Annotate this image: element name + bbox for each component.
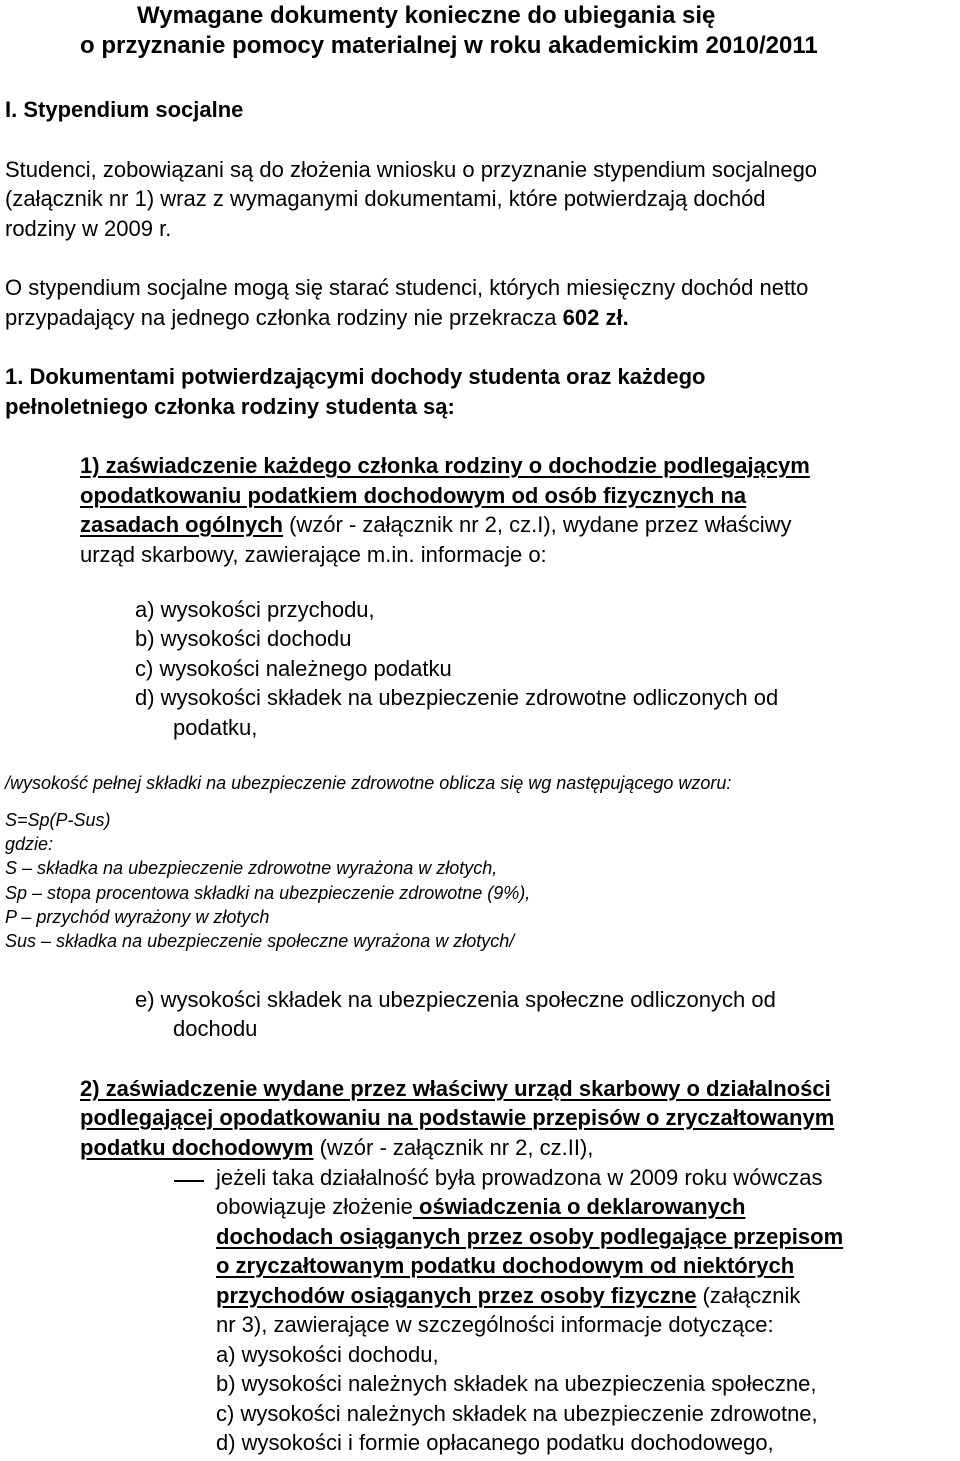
item2-line-2: podlegającej opodatkowaniu na podstawie przepisów o zryczałtowanym: [80, 1105, 835, 1130]
dash-bullet-icon: [174, 1180, 204, 1182]
bullet-line-2-bold: oświadczenia o deklarowanych: [412, 1194, 746, 1219]
list-item-c: c) wysokości należnego podatku: [135, 656, 452, 681]
formula-def-p: P – przychód wyrażony w złotych: [5, 907, 270, 927]
item2-line-3-rest: (wzór - załącznik nr 2, cz.II),: [313, 1135, 594, 1160]
formula-where: gdzie:: [5, 834, 54, 854]
item1-line-2: opodatkowaniu podatkiem dochodowym od osób fizycznych na: [80, 483, 747, 508]
list-item-b: b) wysokości dochodu: [135, 626, 352, 651]
intro-line-3: rodziny w 2009 r.: [5, 216, 172, 241]
formula-def-sp: Sp – stopa procentowa składki na ubezpieczenie zdrowotne (9%),: [5, 883, 531, 903]
formula-def-sus: Sus – składka na ubezpieczenie społeczne wyrażona w złotych/: [5, 931, 515, 951]
title-line-2: o przyznanie pomocy materialnej w roku akademickim 2010/2011: [80, 32, 818, 59]
list-item-e: e) wysokości składek na ubezpieczenia społeczne odliczonych od: [135, 987, 776, 1012]
title-line-1: Wymagane dokumenty konieczne do ubiegania się: [137, 2, 716, 29]
list-item-d: d) wysokości składek na ubezpieczenie zdrowotne odliczonych od: [135, 685, 779, 710]
item2-line-3-bold: podatku dochodowym: [80, 1135, 314, 1160]
formula: S=Sp(P-Sus): [5, 810, 111, 830]
docs-heading-line-1: 1. Dokumentami potwierdzającymi dochody studenta oraz każdego: [5, 364, 706, 389]
bullet-line-5: [216, 1281, 800, 1311]
income-text: przypadający na jednego członka rodziny nie przekracza: [5, 305, 563, 330]
bullet-line-2: [216, 1192, 745, 1222]
bullet-item-c: c) wysokości należnych składek na ubezpieczenie zdrowotne,: [216, 1401, 818, 1426]
bullet-line-2-plain: obowiązuje złożenie: [216, 1194, 413, 1219]
bullet-line-6: nr 3), zawierające w szczególności informacje dotyczące:: [216, 1312, 774, 1337]
list-item-a: a) wysokości przychodu,: [135, 597, 375, 622]
item1-line-3-bold: zasadach ogólnych: [80, 512, 283, 537]
formula-def-s: S – składka na ubezpieczenie zdrowotne wyrażona w złotych,: [5, 858, 498, 878]
list-item-d-cont: podatku,: [173, 715, 258, 740]
item1-line-3-rest: (wzór - załącznik nr 2, cz.I), wydane przez właściwy: [282, 512, 792, 537]
bullet-item-a: a) wysokości dochodu,: [216, 1342, 439, 1367]
item1-line-4: urząd skarbowy, zawierające m.in. informacje o:: [80, 542, 547, 567]
bullet-item-b: b) wysokości należnych składek na ubezpieczenia społeczne,: [216, 1371, 817, 1396]
docs-heading-line-2: pełnoletniego członka rodziny studenta są:: [5, 394, 455, 419]
intro-line-1: Studenci, zobowiązani są do złożenia wniosku o przyznanie stypendium socjalnego: [5, 157, 818, 182]
income-amount: 602 zł.: [562, 305, 629, 330]
bullet-line-4: o zryczałtowanym podatku dochodowym od niektórych: [216, 1253, 795, 1278]
intro-line-2: (załącznik nr 1) wraz z wymaganymi dokumentami, które potwierdzają dochód: [5, 186, 766, 211]
item2-line-1: 2) zaświadczenie wydane przez właściwy urząd skarbowy o działalności: [80, 1076, 831, 1101]
item1-line-1: 1) zaświadczenie każdego członka rodziny o dochodzie podlegającym: [80, 453, 810, 478]
income-line-2: [5, 303, 629, 333]
bullet-line-5-rest: (załącznik: [696, 1283, 801, 1308]
formula-note-intro: /wysokość pełnej składki na ubezpieczenie zdrowotne oblicza się wg następującego wzoru:: [5, 773, 732, 793]
item1-line-3: [80, 510, 792, 540]
bullet-line-3: dochodach osiąganych przez osoby podlegające przepisom: [216, 1224, 844, 1249]
bullet-line-5-bold: przychodów osiąganych przez osoby fizyczne: [216, 1283, 697, 1308]
income-line-1: O stypendium socjalne mogą się starać studenci, których miesięczny dochód netto: [5, 275, 809, 300]
bullet-item-d: d) wysokości i formie opłacanego podatku dochodowego,: [216, 1430, 774, 1455]
section-heading: I. Stypendium socjalne: [5, 97, 244, 122]
bullet-line-1: jeżeli taka działalność była prowadzona w 2009 roku wówczas: [216, 1165, 823, 1190]
list-item-e-cont: dochodu: [173, 1016, 258, 1041]
item2-line-3: [80, 1133, 593, 1163]
